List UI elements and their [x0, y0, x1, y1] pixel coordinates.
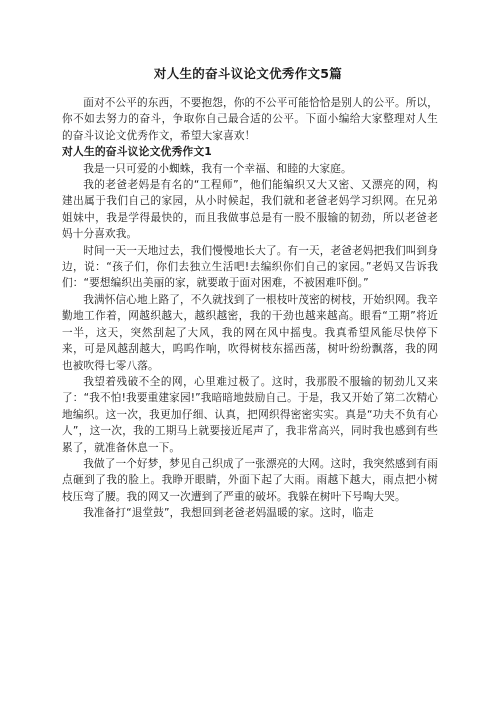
document-title: 对人生的奋斗议论文优秀作文5篇 [153, 66, 343, 81]
body-paragraph: 时间一天一天地过去，我们慢慢地长大了。有一天，老爸老妈把我们叫到身边，说：“孩子们，你们去独立生活吧!去编织你们自己的家园。”老妈又告诉我们：“要想编织出美丽的家，就要敢于面对困难，不被困难吓倒。” [62, 244, 438, 290]
section-heading: 对人生的奋斗议论文优秀作文1 [62, 145, 212, 159]
body-paragraph: 我准备打“退堂鼓”，我想回到老爸老妈温暖的家。这时，临走 [83, 507, 374, 520]
body-paragraph: 我满怀信心地上路了，不久就找到了一根枝叶茂密的树枝，开始织网。我辛勤地工作着，网越织越大，越织越密，我的干劲也越来越高。眼看“工期”将近一半，这天，突然刮起了大风，我的网在风中摇曳。我真希望风能尽快停下来，可是风越刮越大，呜呜作响，吹得树枝东摇西荡，树叶纷纷飘落，我的网也被吹得七零八落。 [62, 293, 438, 372]
body-paragraph: 我做了一个好梦，梦见自己织成了一张漂亮的大网。这时，我突然感到有雨点砸到了我的脸上。我睁开眼睛，外面下起了大雨。雨越下越大，雨点把小树枝压弯了腰。我的网又一次遭到了严重的破坏。我躲在树叶下号啕大哭。 [62, 457, 438, 503]
body-paragraph: 我望着残破不全的网，心里难过极了。这时，我那股不服输的韧劲儿又来了：“我不怕!我要重建家园!”我暗暗地鼓励自己。于是，我又开始了第二次精心地编织。这一次，我更加仔细、认真，把网织得密密实实。真是“功夫不负有心人”，这一次，我的工期马上就要接近尾声了，我非常高兴，同时我也感到有些累了，就准备休息一下。 [62, 375, 438, 454]
body-paragraph: 我是一只可爱的小蜘蛛，我有一个幸福、和睦的大家庭。 [83, 162, 352, 175]
intro-paragraph: 面对不公平的东西，不要抱怨，你的不公平可能恰恰是别人的公平。所以，你不如去努力的奋斗，争取你自己最合适的公平。下面小编给大家整理对人生的奋斗议论文优秀作文，希望大家喜欢！ [62, 97, 438, 142]
body-paragraph: 我的老爸老妈是有名的“工程师”，他们能编织又大又密、又漂亮的网，构建出属于我们自己的家园，从小时候起，我们就和老爸老妈学习织网。在兄弟姐妹中，我是学得最快的，而且我做事总是有一股不服输的韧劲，所以老爸老妈十分喜欢我。 [62, 179, 438, 241]
document-body [62, 95, 438, 522]
